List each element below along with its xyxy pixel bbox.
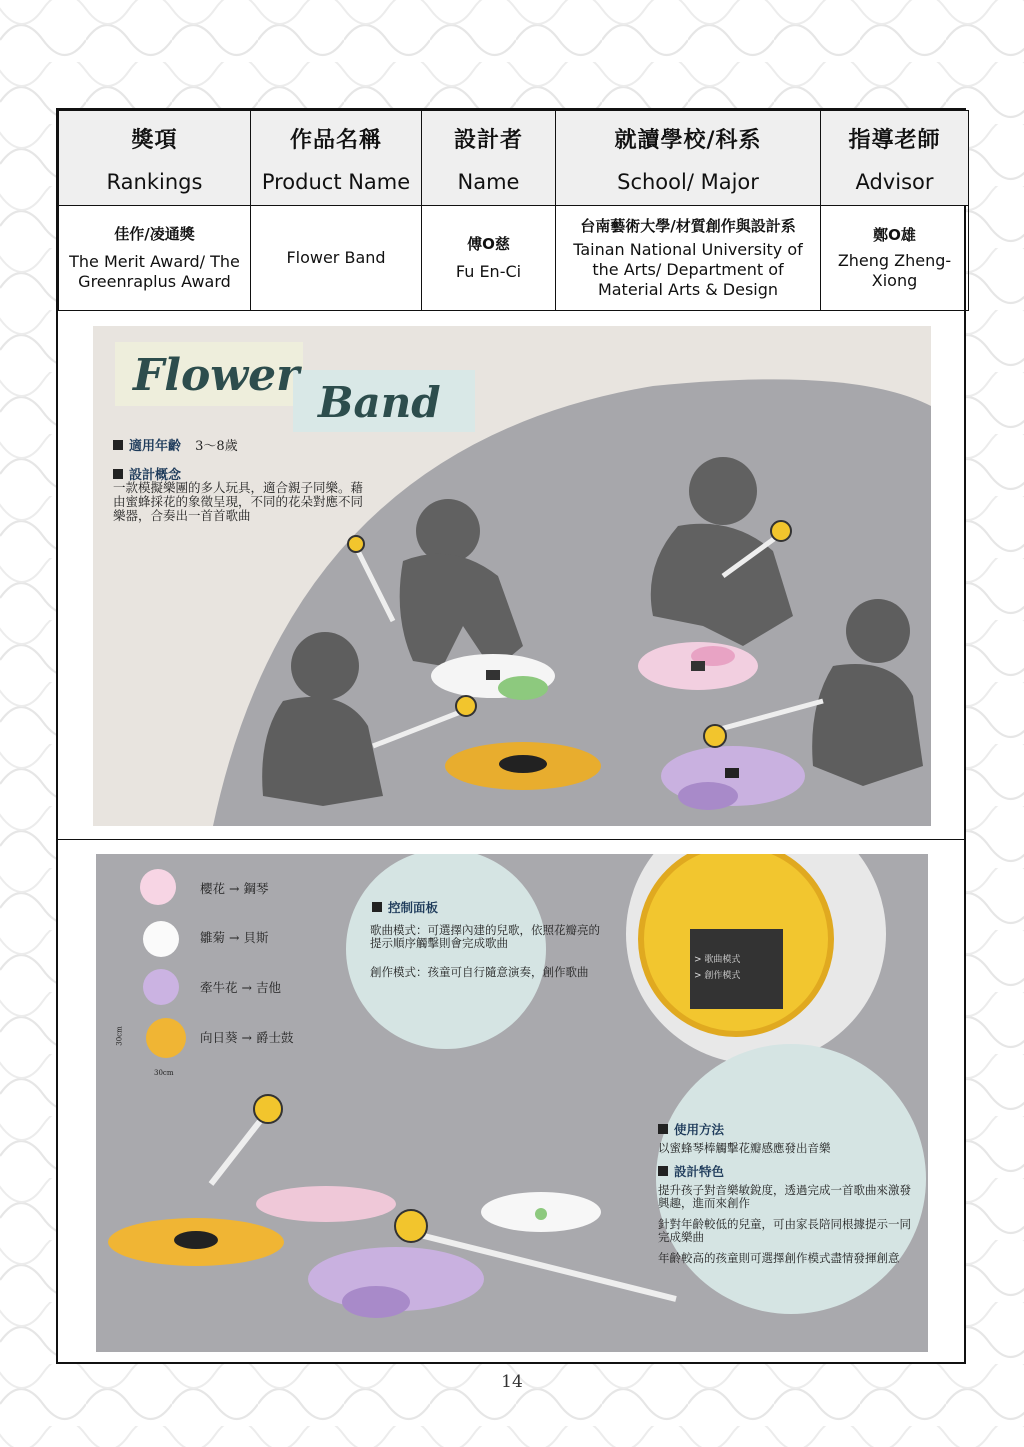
mapping-sunflower: 向日葵 → 爵士鼓 bbox=[200, 1030, 294, 1045]
control-heading: 控制面板 bbox=[372, 898, 438, 916]
feature-text-1: 提升孩子對音樂敏銳度，透過完成一首歌曲來激發興趣，進而來創作 bbox=[658, 1183, 911, 1210]
morning-glory-large bbox=[308, 1247, 484, 1318]
award-sheet bbox=[56, 108, 966, 1364]
bee-stick-a bbox=[211, 1095, 282, 1184]
cell-product: Flower Band bbox=[251, 206, 422, 311]
mapping-daisy: 雛菊 → 貝斯 bbox=[200, 930, 269, 945]
control-text-1: 歌曲模式：可選擇內建的兒歌，依照花瓣亮的提示順序觸擊則會完成歌曲 bbox=[370, 923, 600, 950]
cherry-large bbox=[256, 1186, 396, 1222]
poster-details bbox=[96, 854, 928, 1352]
feature-heading: 設計特色 bbox=[658, 1162, 724, 1180]
control-text-2: 創作模式：孩童可自行隨意演奏，創作歌曲 bbox=[370, 965, 589, 979]
table-row bbox=[59, 206, 969, 311]
mapping-cherry: 櫻花 → 鋼琴 bbox=[200, 881, 269, 896]
cell-school: 台南藝術大學/材質創作與設計系 Tainan National University of the Arts/ Department of Material Arts & Design bbox=[556, 206, 821, 311]
dimension-height: 30cm bbox=[115, 1026, 124, 1046]
feature-text-3: 年齡較高的孩童則可選擇創作模式盡情發揮創意 bbox=[658, 1251, 900, 1265]
poster-title-flower: Flower bbox=[133, 350, 300, 401]
age-line bbox=[113, 435, 238, 454]
feature-text-2: 針對年齡較低的兒童，可由家長陪同根據提示一同完成樂曲 bbox=[658, 1217, 911, 1244]
header-advisor: 指導老師 Advisor bbox=[821, 111, 969, 206]
cell-designer: 傅O慈 Fu En-Ci bbox=[422, 206, 556, 311]
poster-title-band: Band bbox=[318, 378, 441, 427]
age-value: 3～8歲 bbox=[195, 439, 238, 454]
section-divider bbox=[58, 839, 964, 840]
page-number: 14 bbox=[501, 1372, 523, 1392]
cherry-flower bbox=[638, 642, 758, 690]
daisy-large bbox=[481, 1192, 601, 1232]
header-rankings: 獎項 Rankings bbox=[59, 111, 251, 206]
cell-ranking: 佳作/凌通獎 The Merit Award/ The Greenraplus Award bbox=[59, 206, 251, 311]
concept-label: 設計概念 bbox=[129, 468, 182, 483]
sunflower-large bbox=[108, 1218, 284, 1266]
mapping-morning-glory: 牽牛花 → 吉他 bbox=[200, 980, 281, 995]
age-label: 適用年齡 bbox=[129, 439, 182, 454]
header-product-name: 作品名稱 Product Name bbox=[251, 111, 422, 206]
usage-text: 以蜜蜂琴棒觸擊花瓣感應發出音樂 bbox=[658, 1141, 831, 1155]
header-school: 就讀學校/科系 School/ Major bbox=[556, 111, 821, 206]
header-name: 設計者 Name bbox=[422, 111, 556, 206]
dimension-width: 30cm bbox=[154, 1069, 174, 1077]
award-table bbox=[58, 110, 969, 311]
concept-text: 一款模擬樂團的多人玩具，適合親子同樂。藉由蜜蜂採花的象徵呈現，不同的花朵對應不同樂器，合奏出一首首歌曲 bbox=[113, 480, 364, 523]
usage-heading: 使用方法 bbox=[658, 1120, 724, 1138]
screen-create-mode: > 創作模式 bbox=[694, 971, 741, 981]
cell-advisor: 鄭O雄 Zheng Zheng-Xiong bbox=[821, 206, 969, 311]
poster-overview bbox=[93, 326, 931, 826]
sunflower-flower bbox=[445, 742, 601, 790]
table-header-row bbox=[59, 111, 969, 206]
screen-song-mode: > 歌曲模式 bbox=[694, 955, 741, 965]
